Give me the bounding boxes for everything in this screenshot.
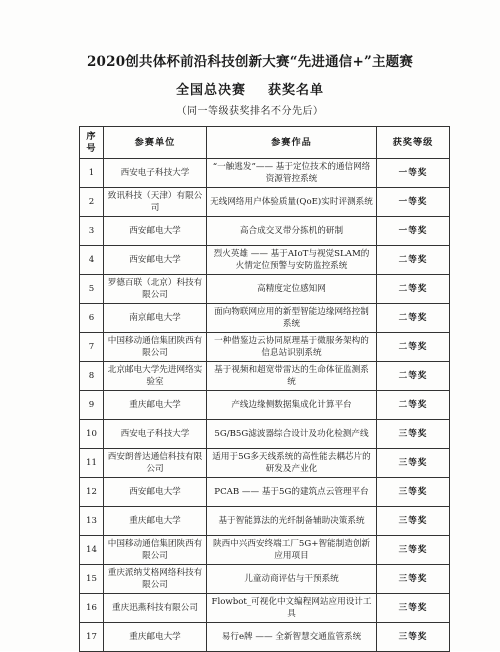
- cell-level: 一等奖: [377, 188, 450, 217]
- cell-work: 儿童动商评估与干预系统: [207, 565, 377, 594]
- table-row: [80, 304, 450, 333]
- cell-index: 7: [80, 333, 104, 362]
- cell-index: 5: [80, 275, 104, 304]
- cell-org: 中国移动通信集团陕西有限公司: [104, 536, 207, 565]
- table-row: [80, 188, 450, 217]
- cell-org: 罗德百联（北京）科技有限公司: [104, 275, 207, 304]
- cell-level: 三等奖: [377, 536, 450, 565]
- table-row: [80, 478, 450, 507]
- cell-work: 高精度定位感知网: [207, 275, 377, 304]
- cell-work: Flowbot_可视化中文编程网站应用设计工具: [207, 594, 377, 623]
- cell-org: 重庆迅燕科技有限公司: [104, 594, 207, 623]
- cell-level: 一等奖: [377, 159, 450, 188]
- header-work: 参赛作品: [207, 127, 377, 159]
- cell-work: 基于智能算法的光纤制备辅助决策系统: [207, 507, 377, 536]
- cell-index: 12: [80, 478, 104, 507]
- table-row: [80, 565, 450, 594]
- header-level: 获奖等级: [377, 127, 450, 159]
- cell-index: 16: [80, 594, 104, 623]
- table-header-row: [80, 127, 450, 159]
- header-org: 参赛单位: [104, 127, 207, 159]
- ranking-note: （同一等级获奖排名不分先后）: [176, 106, 324, 117]
- cell-index: 6: [80, 304, 104, 333]
- document-title: 2020创共体杯前沿科技创新大赛“先进通信+”主题赛: [86, 54, 414, 70]
- cell-level: 二等奖: [377, 362, 450, 391]
- cell-index: 9: [80, 391, 104, 420]
- cell-work: 易行e牌 —— 全新智慧交通监管系统: [207, 623, 377, 652]
- cell-org: 重庆邮电大学: [104, 507, 207, 536]
- table-row: [80, 362, 450, 391]
- table-row: [80, 594, 450, 623]
- cell-work: 无线网络用户体验质量(QoE)实时评测系统: [207, 188, 377, 217]
- subtitle-right: 获奖名单: [268, 83, 325, 98]
- cell-index: 1: [80, 159, 104, 188]
- cell-level: 二等奖: [377, 275, 450, 304]
- table-row: [80, 536, 450, 565]
- cell-level: 二等奖: [377, 304, 450, 333]
- table-row: [80, 275, 450, 304]
- cell-work: 适用于5G多天线系统的高性能去耦芯片的研发及产业化: [207, 449, 377, 478]
- cell-work: 5G/B5G滤波器综合设计及功化检测产线: [207, 420, 377, 449]
- cell-level: 一等奖: [377, 217, 450, 246]
- cell-level: 二等奖: [377, 333, 450, 362]
- cell-work: 产线边缘侧数据集成化计算平台: [207, 391, 377, 420]
- cell-org: 西安电子科技大学: [104, 420, 207, 449]
- cell-org: 西安邮电大学: [104, 217, 207, 246]
- cell-level: 三等奖: [377, 565, 450, 594]
- cell-index: 13: [80, 507, 104, 536]
- table-row: [80, 217, 450, 246]
- cell-org: 重庆派纳艾格网络科技有限公司: [104, 565, 207, 594]
- cell-work: 高合成交叉带分拣机的研制: [207, 217, 377, 246]
- table-row: [80, 159, 450, 188]
- cell-work: “一触逃发”—— 基于定位技术的通信网络资源管控系统: [207, 159, 377, 188]
- cell-level: 三等奖: [377, 478, 450, 507]
- subtitle-left: 全国总决赛: [175, 83, 246, 98]
- cell-level: 二等奖: [377, 391, 450, 420]
- cell-index: 10: [80, 420, 104, 449]
- cell-org: 重庆邮电大学: [104, 623, 207, 652]
- cell-level: 三等奖: [377, 420, 450, 449]
- cell-org: 中国移动通信集团陕西有限公司: [104, 333, 207, 362]
- cell-work: PCAB —— 基于5G的建筑点云管理平台: [207, 478, 377, 507]
- cell-work: 面向物联网应用的新型智能边缘网络控制系统: [207, 304, 377, 333]
- table-row: [80, 507, 450, 536]
- cell-index: 4: [80, 246, 104, 275]
- cell-org: 西安朗普达通信科技有限公司: [104, 449, 207, 478]
- cell-level: 三等奖: [377, 623, 450, 652]
- cell-level: 三等奖: [377, 507, 450, 536]
- cell-index: 14: [80, 536, 104, 565]
- cell-org: 致讯科技（天津）有限公司: [104, 188, 207, 217]
- cell-work: 烈火英雄 —— 基于AIoT与视觉SLAM的火情定位预警与安防监控系统: [207, 246, 377, 275]
- document-subtitle: [0, 79, 500, 98]
- table-row: [80, 420, 450, 449]
- cell-index: 15: [80, 565, 104, 594]
- cell-level: 三等奖: [377, 594, 450, 623]
- cell-org: 南京邮电大学: [104, 304, 207, 333]
- cell-index: 11: [80, 449, 104, 478]
- cell-work: 陕西中兴西安终端工厂5G+智能制造创新应用项目: [207, 536, 377, 565]
- header-index: 序号: [80, 127, 104, 159]
- cell-org: 重庆邮电大学: [104, 391, 207, 420]
- cell-index: 17: [80, 623, 104, 652]
- cell-work: 一种借鉴边云协同原理基于微服务架构的信息站识别系统: [207, 333, 377, 362]
- cell-org: 西安电子科技大学: [104, 159, 207, 188]
- cell-org: 北京邮电大学先进网络实验室: [104, 362, 207, 391]
- table-row: [80, 333, 450, 362]
- cell-org: 西安邮电大学: [104, 246, 207, 275]
- cell-level: 三等奖: [377, 449, 450, 478]
- table-row: [80, 391, 450, 420]
- cell-index: 8: [80, 362, 104, 391]
- table-row: [80, 246, 450, 275]
- cell-level: 二等奖: [377, 246, 450, 275]
- cell-index: 3: [80, 217, 104, 246]
- cell-work: 基于视频和超宽带雷达的生命体征监测系统: [207, 362, 377, 391]
- table-row: [80, 623, 450, 652]
- table-row: [80, 449, 450, 478]
- cell-index: 2: [80, 188, 104, 217]
- awards-table: [79, 126, 450, 652]
- cell-org: 西安邮电大学: [104, 478, 207, 507]
